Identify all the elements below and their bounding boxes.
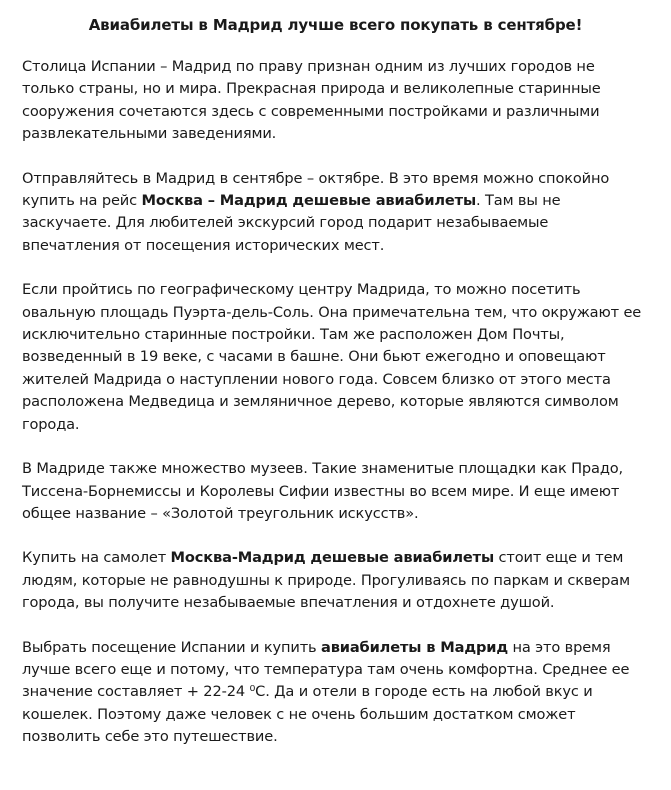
bold-phrase: Москва – Мадрид дешевые авиабилеты xyxy=(141,192,477,210)
paragraph-text: В Мадриде также множество музеев. Такие знаменитые площадки как Прадо, Тиссена-Борнемиссы и Королевы Сифии известны во всем мире. И еще имеют общее название – «Золотой треугольник искусств». xyxy=(22,460,624,522)
paragraph-text-after: . Там вы не заскучаете. Для любителей экскурсий город подарит незабываемые впечатления от посещения исторических мест. xyxy=(22,192,561,254)
paragraph-text-after: на это время лучше всего еще и потому, что температура там очень комфортна. Среднее ее значение составляет + 22-24 ⁰С. Да и отели в городе есть на любой вкус и кошелек. Поэтому даже человек с не очень большим достатком сможет позволить себе это путешествие. xyxy=(22,638,630,746)
paragraph-climate xyxy=(22,637,649,749)
paragraph-september-trip xyxy=(22,168,649,258)
bold-phrase: авиабилеты в Мадрид xyxy=(321,638,508,656)
paragraph-text-after: стоит еще и тем людям, которые не равнодушны к природе. Прогуливаясь по паркам и скверам города, вы получите незабываемые впечатления и отдохнете душой. xyxy=(22,549,630,612)
paragraph-puerta-del-sol xyxy=(22,279,649,436)
paragraph-text: Если пройтись по географическому центру Мадрида, то можно посетить овальную площадь Пуэрта-дель-Соль. Она примечательна тем, что окружают ее исключительно старинные постройки. Там же расположен Дом Почты, возведенный в 19 веке, с часами в башне. Они бьют ежегодно и оповещают жителей Мадрида о наступлении нового года. Совсем близко от этого места расположена Медведица и земляничное дерево, которые являются символом города. xyxy=(22,281,642,433)
paragraph-text-before: Выбрать посещение Испании и купить xyxy=(22,638,321,656)
paragraph-madrid-intro xyxy=(22,56,649,146)
paragraph-text-before: Отправляйтесь в Мадрид в сентябре – октябре. В это время можно спокойно купить на рейс xyxy=(22,169,610,210)
paragraph-text-before: Купить на самолет xyxy=(22,549,171,567)
bold-phrase: Москва-Мадрид дешевые авиабилеты xyxy=(170,549,494,567)
document-title: Авиабилеты в Мадрид лучше всего покупать в сентябре! xyxy=(88,16,583,34)
paragraph-museums xyxy=(22,458,649,525)
paragraph-text: Столица Испании – Мадрид по праву признан одним из лучших городов не только страны, но и мира. Прекрасная природа и великолепные старинные сооружения сочетаются здесь с современными постройками и различными развлекательными заведениями. xyxy=(22,58,601,143)
paragraph-nature xyxy=(22,547,649,614)
